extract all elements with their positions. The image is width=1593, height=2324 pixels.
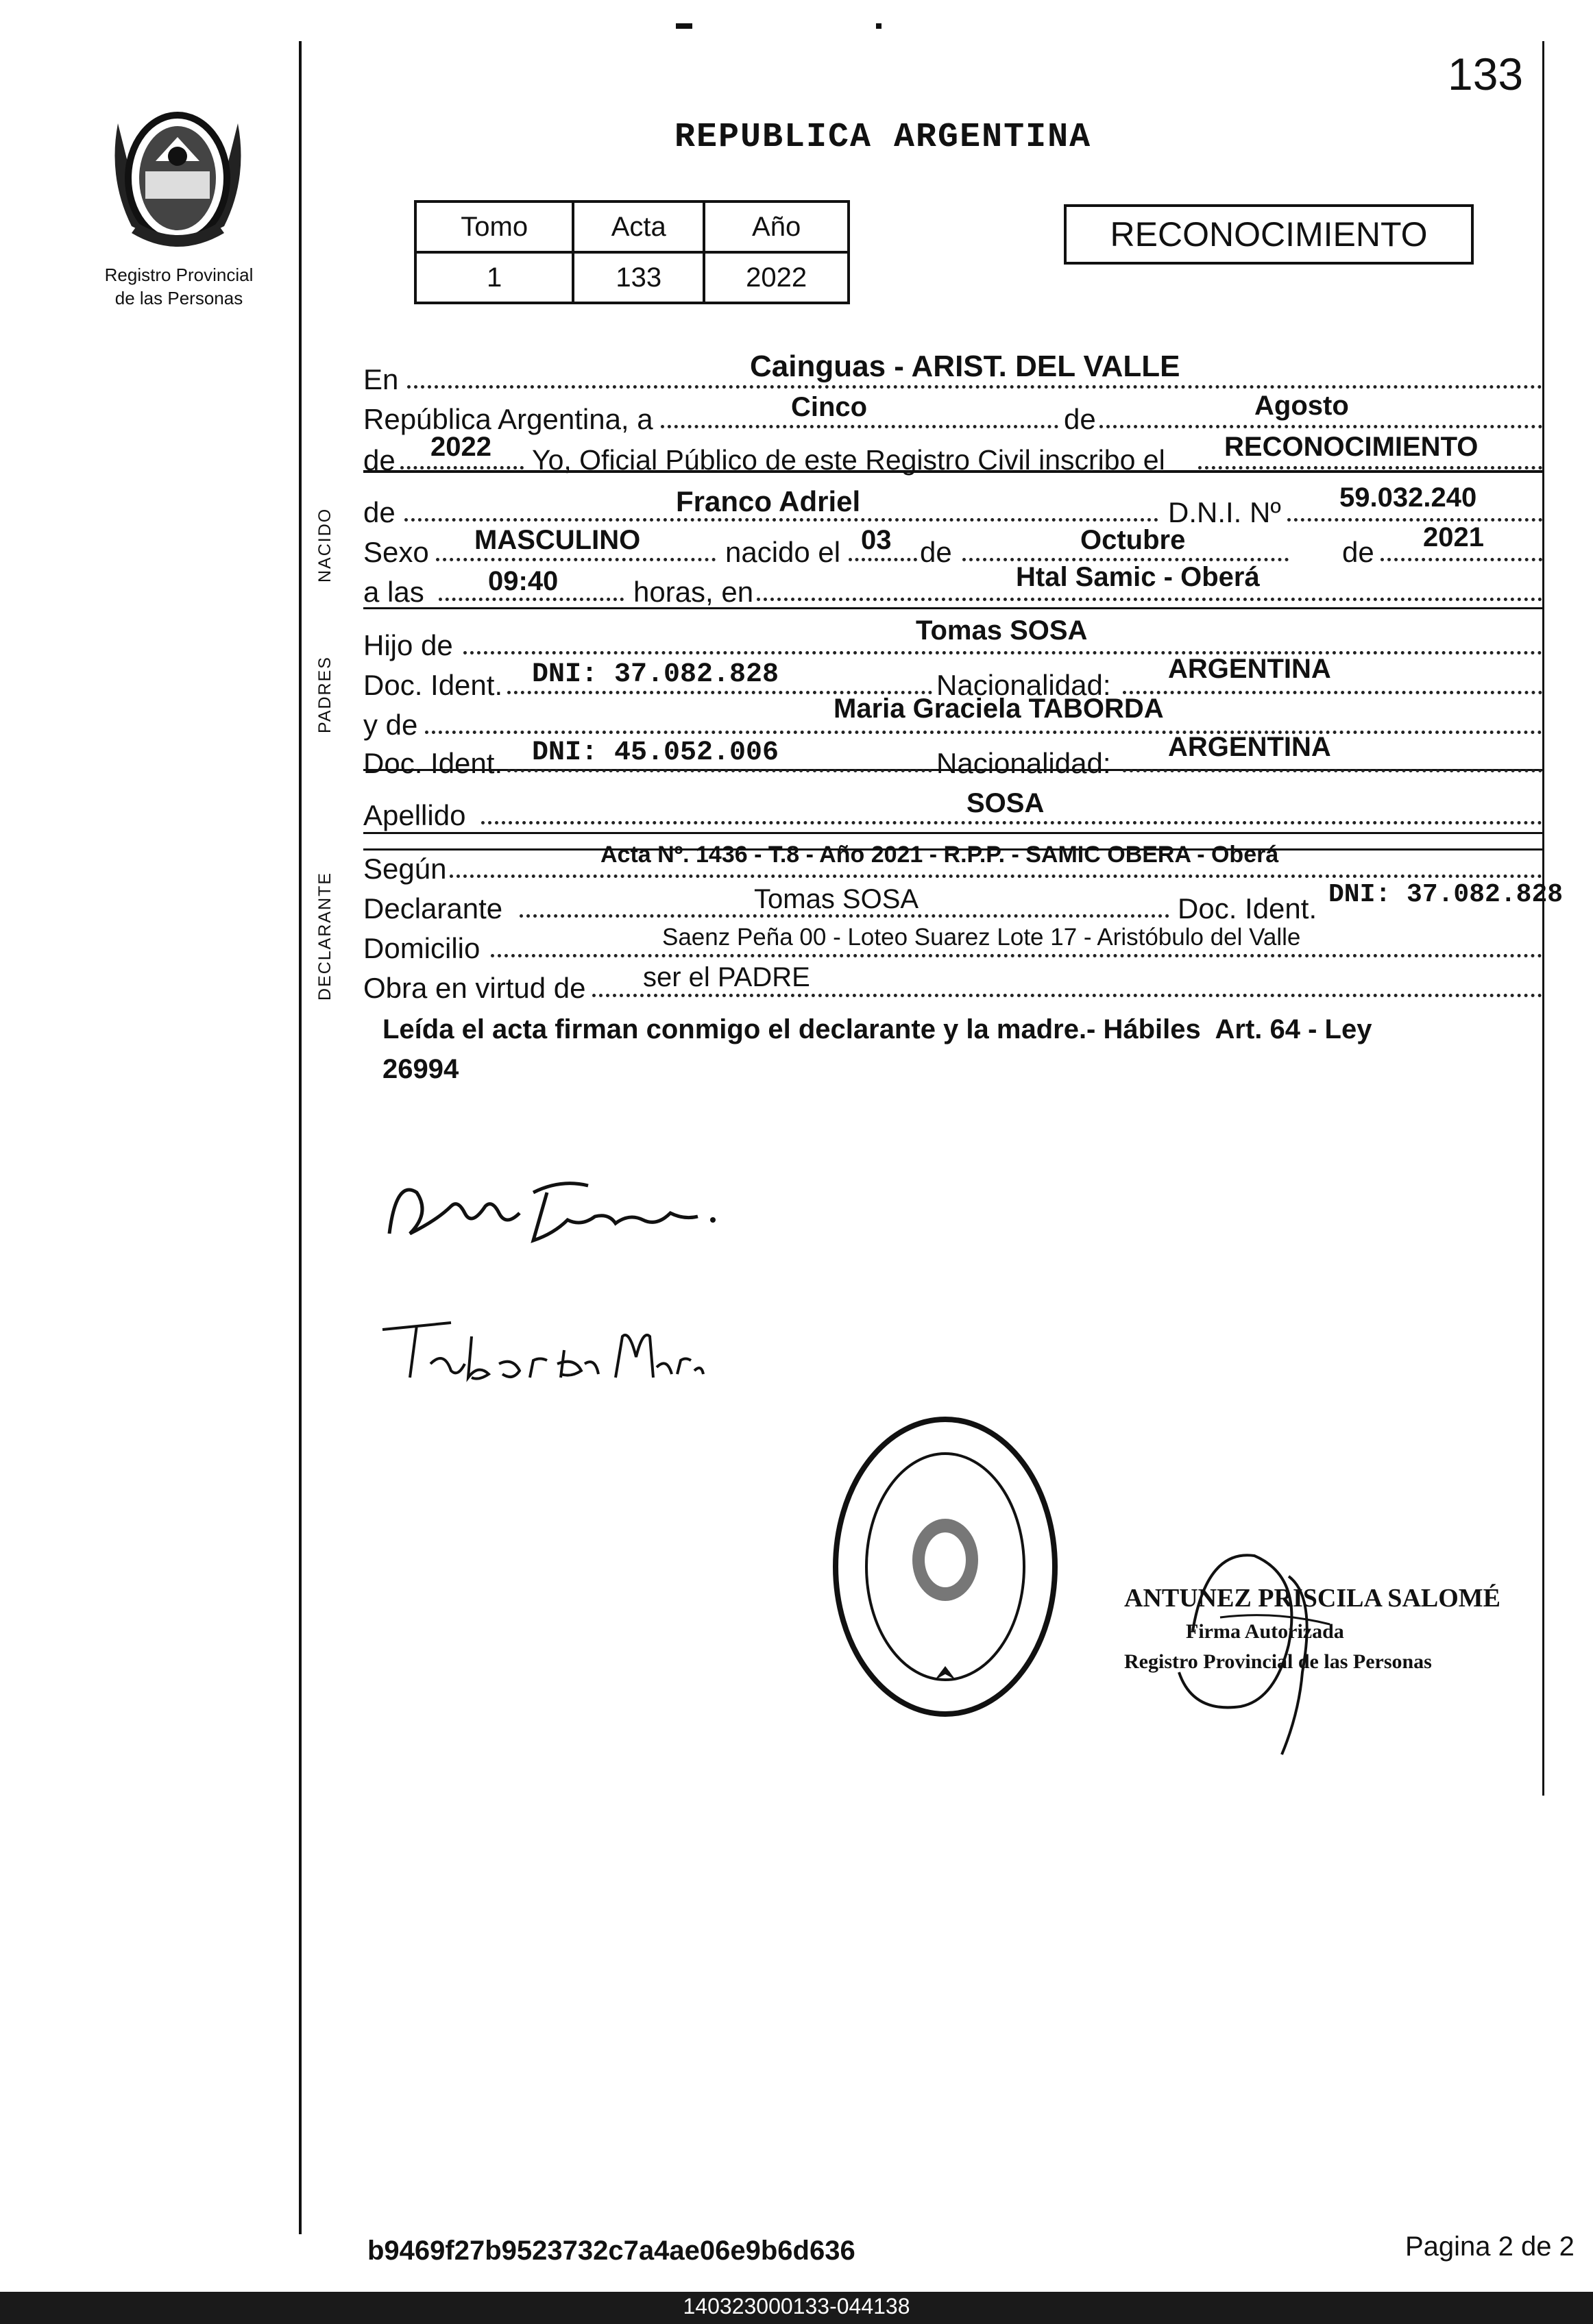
birth-month-value: Octubre <box>1080 525 1186 555</box>
birth-year-dots <box>1381 558 1542 561</box>
mother-name: Maria Graciela TABORDA <box>834 694 1164 724</box>
table-value-ano: 2022 <box>704 252 849 303</box>
table-header-tomo: Tomo <box>415 201 573 252</box>
day-value: Cinco <box>791 392 868 422</box>
alas-label: a las <box>363 576 424 608</box>
month-dots <box>1099 425 1542 428</box>
year-dots <box>400 466 524 469</box>
seal-icon <box>825 1409 1065 1724</box>
official-name: ANTUNEZ PRISCILA SALOMÉ <box>1124 1584 1500 1613</box>
place-value: Htal Samic - Oberá <box>1016 562 1260 592</box>
dni-dots <box>1287 518 1542 522</box>
side-label-declarante: DECLARANTE <box>315 871 335 1001</box>
father-nat-value: ARGENTINA <box>1168 654 1331 684</box>
mother-nat-dots <box>1123 769 1542 772</box>
de-label-4: de <box>920 536 952 568</box>
place-dots <box>757 598 1542 601</box>
sexo-dots <box>436 558 716 561</box>
province-shield-icon <box>104 96 252 260</box>
en-dots <box>407 385 1542 389</box>
page-number: 133 <box>1448 49 1524 99</box>
declarante-label: Declarante <box>363 892 503 925</box>
record-table <box>414 200 850 304</box>
name-dots <box>404 518 1158 522</box>
closing-text-line2: 26994 <box>382 1054 459 1084</box>
sexo-value: MASCULINO <box>474 525 641 555</box>
father-doc-label: Doc. Ident. <box>363 669 503 701</box>
domicilio-label: Domicilio <box>363 932 481 964</box>
father-name: Tomas SOSA <box>916 615 1088 646</box>
birth-year-value: 2021 <box>1423 522 1484 552</box>
de-label-1: de <box>1064 403 1096 435</box>
mother-doc-label: Doc. Ident. <box>363 747 503 779</box>
side-label-nacido: NACIDO <box>315 507 335 583</box>
inscribe-value: RECONOCIMIENTO <box>1224 432 1479 462</box>
sexo-label: Sexo <box>363 536 429 568</box>
declarante-value: Tomas SOSA <box>754 884 919 914</box>
table-header-ano: Año <box>704 201 849 252</box>
table-header-acta: Acta <box>573 201 704 252</box>
birth-day-dots <box>849 558 917 561</box>
en-label: En <box>363 363 399 395</box>
inscribe-dots <box>1198 466 1542 469</box>
time-dots <box>439 598 624 601</box>
table-value-acta: 133 <box>573 252 704 303</box>
de-label-5: de <box>1342 536 1374 568</box>
delegacion-seal <box>825 1409 1065 1724</box>
oficial-text: Yo, Oficial Público de este Registro Civil inscribo el <box>532 444 1165 476</box>
footer-pagination: Pagina 2 de 2 <box>1405 2231 1574 2262</box>
obra-label: Obra en virtud de <box>363 972 586 1004</box>
yde-label: y de <box>363 709 418 741</box>
apellido-label: Apellido <box>363 799 466 831</box>
mother-nat-value: ARGENTINA <box>1168 732 1331 762</box>
father-nat-label: Nacionalidad: <box>936 669 1111 701</box>
domicilio-dots <box>491 954 1542 957</box>
table-value-tomo: 1 <box>415 252 573 303</box>
name-value: Franco Adriel <box>676 485 861 517</box>
time-value: 09:40 <box>488 566 559 596</box>
month-value: Agosto <box>1254 391 1349 421</box>
official-org: Registro Provincial de las Personas <box>1124 1650 1432 1673</box>
separator-2 <box>363 607 1542 609</box>
mother-doc-value: DNI: 45.052.006 <box>532 737 779 768</box>
en-value: Cainguas - ARIST. DEL VALLE <box>750 350 1180 383</box>
dni-label: D.N.I. Nº <box>1168 496 1281 528</box>
top-mark-2 <box>876 23 881 29</box>
mother-nat-label: Nacionalidad: <box>936 747 1111 779</box>
logo-org-line1: Registro Provincial <box>104 265 254 285</box>
segun-label: Según <box>363 853 447 885</box>
nacido-label: nacido el <box>725 536 841 568</box>
top-mark-1 <box>676 23 692 29</box>
dni-value: 59.032.240 <box>1339 482 1477 513</box>
separator-4 <box>363 832 1542 834</box>
left-margin-line <box>299 41 302 2234</box>
apellido-dots <box>481 821 1542 824</box>
segun-dots <box>450 874 1542 878</box>
declarante-doc-value: DNI: 37.082.828 <box>1328 880 1564 909</box>
obra-value: ser el PADRE <box>643 962 810 992</box>
father-nat-dots <box>1123 691 1542 694</box>
province-logo <box>104 96 252 260</box>
country-title: REPUBLICA ARGENTINA <box>674 118 1092 157</box>
declarante-signature <box>376 1151 732 1261</box>
year-value: 2022 <box>430 432 491 462</box>
mother-dots <box>425 731 1542 734</box>
logo-org-line2: de las Personas <box>114 288 243 308</box>
footer-hash: b9469f27b9523732c7a4ae06e9b6d636 <box>367 2236 855 2266</box>
birth-month-dots <box>962 558 1289 561</box>
madre-signature <box>376 1309 705 1398</box>
de-label-2: de <box>363 444 396 476</box>
closing-text-line1: Leída el acta firman conmigo el declarante y la madre.- Hábiles Art. 64 - Ley <box>382 1014 1372 1044</box>
official-role: Firma Autorizada <box>1186 1620 1344 1643</box>
mother-doc-dots <box>507 769 932 772</box>
segun-value: Acta Nº. 1436 - T.8 - Año 2021 - R.P.P. - SAMIC OBERA - Oberá <box>600 842 1279 868</box>
day-dots <box>661 425 1058 428</box>
father-doc-value: DNI: 37.082.828 <box>532 659 779 690</box>
side-label-padres: PADRES <box>315 656 335 733</box>
obra-dots <box>592 994 1542 997</box>
republica-label: República Argentina, a <box>363 403 653 435</box>
declarante-doc-label: Doc. Ident. <box>1178 892 1317 925</box>
footer-barcode-text: 140323000133-044138 <box>683 2294 910 2319</box>
hijo-label: Hijo de <box>363 629 453 661</box>
father-dots <box>463 651 1542 655</box>
domicilio-value: Saenz Peña 00 - Loteo Suarez Lote 17 - Aristóbulo del Valle <box>662 924 1301 951</box>
birth-day-value: 03 <box>861 525 892 555</box>
horas-label: horas, en <box>633 576 754 608</box>
record-type-box: RECONOCIMIENTO <box>1064 204 1474 265</box>
apellido-value: SOSA <box>966 788 1045 818</box>
de-label-3: de <box>363 496 396 528</box>
right-margin-line <box>1542 41 1544 1796</box>
